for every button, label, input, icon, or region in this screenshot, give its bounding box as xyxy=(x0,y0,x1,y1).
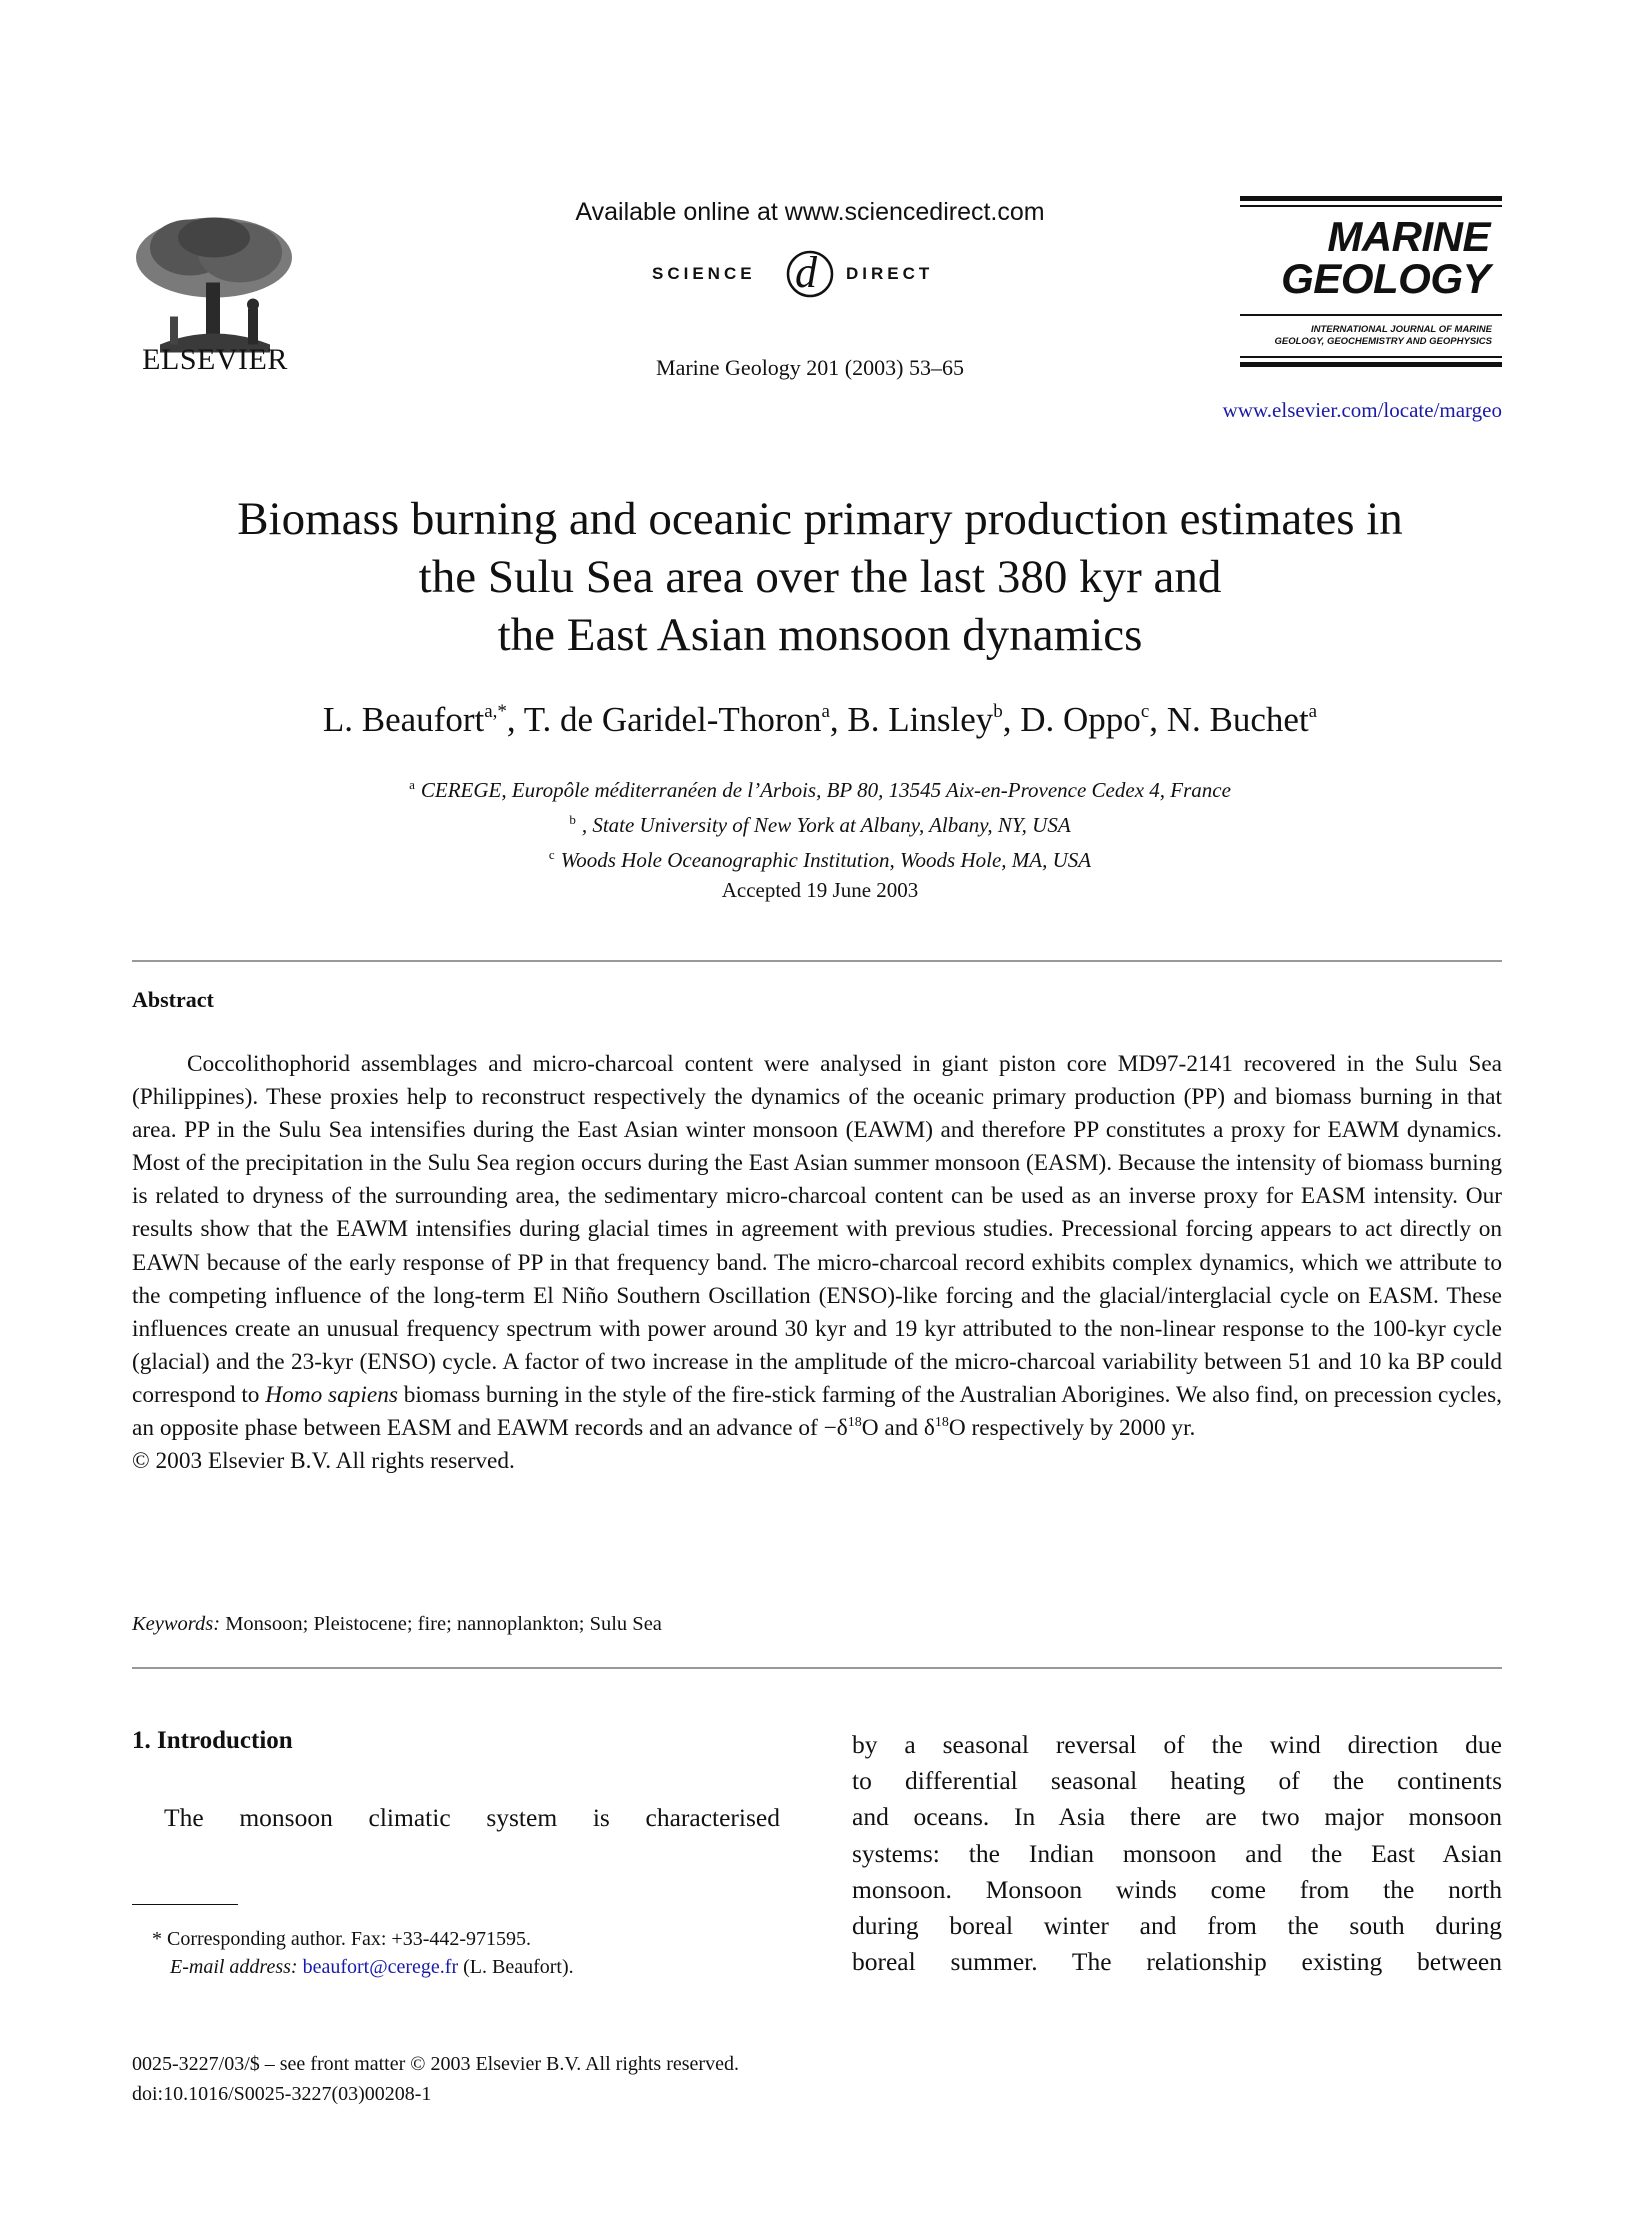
footnote: * Corresponding author. Fax: +33-442-971595. E-mail address: beaufort@cerege.fr (L. Beaufort). xyxy=(152,1928,574,1978)
affiliations xyxy=(120,770,1520,875)
publisher-logo-text: ELSEVIER xyxy=(142,343,288,376)
accepted-date: Accepted 19 June 2003 xyxy=(721,878,919,902)
author: L. Beaufort$^{a,*}$, xyxy=(322,700,524,739)
copyright-line: © 2003 Elsevier B.V. All rights reserved. xyxy=(132,1448,515,1475)
author-list xyxy=(100,700,1540,740)
author: T. de Garidel-Thoron$^a$, xyxy=(523,700,848,739)
abstract-heading: Abstract xyxy=(132,987,214,1012)
sciencedirect-logo xyxy=(640,242,980,312)
journal-logo xyxy=(1240,196,1502,382)
body-text-left: The monsoon climatic system is characterised xyxy=(164,1803,780,1832)
page-footer: 0025-3227/03/$ – see front matter © 2003 Elsevier B.V. All rights reserved. doi:10.1016/S0025-3227(03)00208-1 xyxy=(132,2053,739,2105)
author: B. Linsley$^b$, xyxy=(847,700,1021,739)
body-text-right: by a seasonal reversal of the wind direction due to differential seasonal heating of the continents and oceans. In Asia there are two major monsoon systems: the Indian monsoon and the East Asian monsoon. Monsoon winds come from the north during boreal winter and from the south during boreal summer. The relationship existing between xyxy=(852,1730,1502,1977)
section-heading: 1. Introduction xyxy=(132,1727,293,1754)
sciencedirect-right-text: DIRECT xyxy=(846,264,934,283)
divider xyxy=(132,960,1502,962)
footnote-rule xyxy=(132,1904,238,1905)
journal-reference: Marine Geology 201 (2003) 53–65 xyxy=(656,355,964,380)
divider xyxy=(132,1667,1502,1669)
affiliation: $^b$ , State University of New York at Albany, Albany, NY, USA xyxy=(569,812,1071,837)
journal-url-link[interactable]: www.elsevier.com/locate/margeo xyxy=(1222,398,1502,422)
affiliation: $^c$ Woods Hole Oceanographic Institution, Woods Hole, MA, USA xyxy=(548,847,1092,872)
affiliation: $^a$ CEREGE, Europôle méditerranéen de l’Arbois, BP 80, 13545 Aix-en-Provence Cedex 4, France xyxy=(409,777,1231,802)
abstract-body: Coccolithophorid assemblages and micro-charcoal content were analysed in giant piston core MD97-2141 recovered in the Sulu Sea (Philippines). These proxies help to reconstruct respectively the dynamics of the oceanic primary production (PP) and biomass burning in that area. PP in the Sulu Sea intensifies during the East Asian winter monsoon (EAWM) and therefore PP constitutes a proxy for EAWM dynamics. Most of the precipitation in the Sulu Sea region occurs during the East Asian summer monsoon (EASM). Because the intensity of biomass burning is related to dryness of the surrounding area, the sedimentary micro-charcoal content can be used as an inverse proxy for EASM intensity. Our results show that the EAWM intensifies during glacial times in agreement with previous studies. Precessional forcing appears to act directly on EAWN because of the early response of PP in that frequency band. The micro-charcoal record exhibits complex dynamics, which we attribute to the competing influence of the long-term El Niño Southern Oscillation (ENSO)-like forcing and the glacial/interglacial cycle on EASM. These influences create an unusual frequency spectrum with power around 30 kyr and 19 kyr attributed to the non-linear response to the 100-kyr cycle (glacial) and the 23-kyr (ENSO) cycle. A factor of two increase in the amplitude of the micro-charcoal variability between 51 and 10 ka BP could correspond to Homo sapiens biomass burning in the style of the fire-stick farming of the Australian Aborigines. We also find, on precession cycles, an opposite phase between EASM and EAWM records and an advance of $-\delta^{18}O$ and $\delta^{18}O$ respectively by 2000 yr. © 2003 Elsevier B.V. All rights reserved. xyxy=(132,1048,1502,1478)
journal-logo-subtitle: INTERNATIONAL JOURNAL OF MARINE GEOLOGY, GEOCHEMISTRY AND GEOPHYSICS xyxy=(1274,324,1492,347)
keywords: Keywords: Monsoon; Pleistocene; fire; nannoplankton; Sulu Sea xyxy=(132,1613,662,1635)
article-title: Biomass burning and oceanic primary production estimates in the Sulu Sea area over the last 380 kyr and the East Asian monsoon dynamics xyxy=(237,493,1403,661)
sciencedirect-at-icon: d xyxy=(782,242,838,304)
journal-logo-title: MARINE GEOLOGY xyxy=(1281,213,1490,302)
author: D. Oppo$^c$, xyxy=(1020,700,1167,739)
sciencedirect-left-text: SCIENCE xyxy=(652,264,756,283)
available-online-line: Available online at www.sciencedirect.com xyxy=(575,198,1045,226)
author: N. Buchet$^a$ xyxy=(1166,700,1318,739)
email-link[interactable]: beaufort@cerege.fr xyxy=(302,1956,459,1978)
